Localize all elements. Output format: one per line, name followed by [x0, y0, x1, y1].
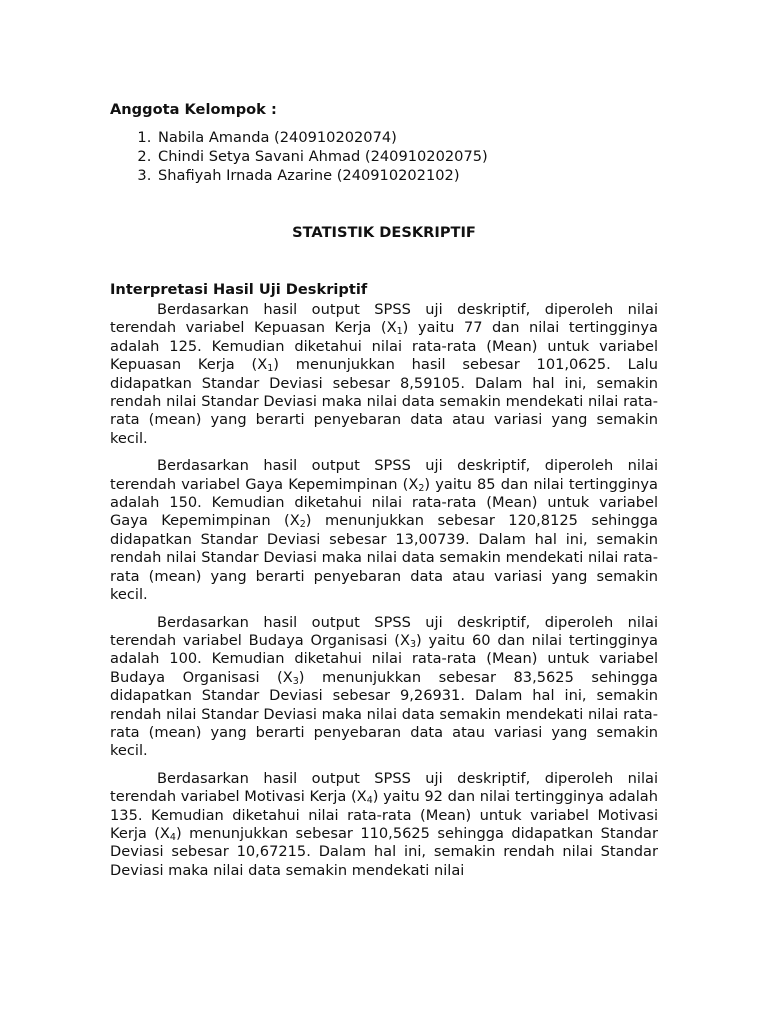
- paragraph-text: ) menunjukkan sebesar 120,8125 sehingga didapatkan Standar Deviasi sebesar 13,00739. Dalam hal ini, semakin rendah nilai Standar Deviasi maka nilai data semakin mendekati nilai rata-rata (mean) yang berarti penyebaran data atau variasi yang semakin kecil.: [110, 512, 658, 604]
- subscript: 4: [169, 831, 176, 843]
- paragraph-text: ) yaitu 60 dan nilai tertingginya adalah 100. Kemudian diketahui nilai rata-rata (Mean) untuk variabel Budaya Organisasi (X: [110, 631, 659, 686]
- paragraph-text: ) menunjukkan sebesar 110,5625 sehingga didapatkan Standar Deviasi sebesar 10,67215. Dalam hal ini, semakin rendah nilai Standar Deviasi maka nilai data semakin mendekati nilai: [110, 824, 658, 879]
- subscript: 3: [409, 638, 417, 650]
- group-heading: Anggota Kelompok :: [110, 101, 277, 118]
- paragraph-text: ) yaitu 85 dan nilai tertingginya adalah 150. Kemudian diketahui nilai rata-rata (Mean) untuk variabel Gaya Kepemimpinan (X: [110, 475, 658, 530]
- paragraph-text: ) menunjukkan hasil sebesar 101,0625. Lalu didapatkan Standar Deviasi sebesar 8,59105. Dalam hal ini, semakin rendah nilai Standar Deviasi maka nilai data semakin mendekati nilai rata-rata (mean) yang berarti penyebaran data atau variasi yang semakin kecil.: [110, 356, 658, 447]
- paragraph-text: ) yaitu 77 dan nilai tertingginya adalah 125. Kemudian diketahui nilai rata-rata (Mean) untuk variabel Kepuasan Kerja (X: [110, 319, 659, 374]
- paragraph-text: ) yaitu 92 dan nilai tertingginya adalah 135. Kemudian diketahui nilai rata-rata (Mean) untuk variabel Motivasi Kerja (X: [110, 788, 658, 842]
- subscript: 1: [396, 326, 403, 338]
- member-item: 1. Nabila Amanda (240910202074): [156, 128, 658, 147]
- subscript: 4: [366, 795, 373, 807]
- paragraph-text: Berdasarkan hasil output SPSS uji deskriptif, diperoleh nilai terendah variabel Budaya Organisasi (X: [110, 613, 658, 649]
- subscript: 1: [267, 363, 274, 375]
- subscript: 3: [292, 675, 299, 687]
- paragraph-kepuasan-kerja: [110, 301, 658, 448]
- subscript: 2: [418, 482, 425, 494]
- member-item: 3. Shafiyah Irnada Azarine (240910202102): [156, 166, 658, 185]
- member-item: 2. Chindi Setya Savani Ahmad (240910202075): [156, 147, 658, 166]
- interpretation-heading: Interpretasi Hasil Uji Deskriptif: [110, 281, 368, 298]
- paragraph-text: Berdasarkan hasil output SPSS uji deskriptif, diperoleh nilai terendah variabel Gaya Kepemimpinan (X: [110, 457, 658, 493]
- paragraph-text: Berdasarkan hasil output SPSS uji deskriptif, diperoleh nilai terendah variabel Kepuasan Kerja (X: [110, 301, 658, 337]
- paragraph-text: ) menunjukkan sebesar 83,5625 sehingga didapatkan Standar Deviasi sebesar 9,26931. Dalam hal ini, semakin rendah nilai Standar Deviasi maka nilai data semakin mendekati nilai rata-rata (mean) yang berarti penyebaran data atau variasi yang semakin kecil.: [110, 668, 658, 760]
- subscript: 2: [299, 519, 306, 531]
- section-title: STATISTIK DESKRIPTIF: [292, 224, 476, 241]
- paragraph-gaya-kepemimpinan: [110, 457, 658, 604]
- paragraph-budaya-organisasi: [110, 614, 658, 761]
- paragraph-motivasi-kerja: [110, 770, 658, 880]
- paragraph-text: Berdasarkan hasil output SPSS uji deskriptif, diperoleh nilai terendah variabel Motivasi Kerja (X: [110, 769, 658, 806]
- member-list: [110, 128, 658, 185]
